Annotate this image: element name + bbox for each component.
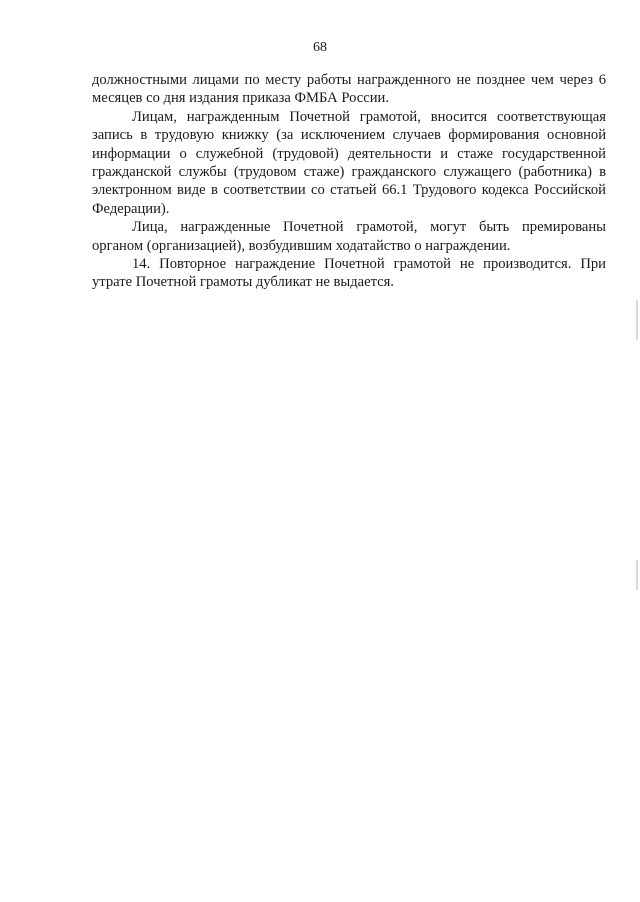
- paragraph-work-record: Лицам, награжденным Почетной грамотой, вносится соответствующая запись в трудовую книжку (за исключением случаев формирования основной информации о служебной (трудовой) деятельности и стаже государственной гражданской службы (трудовом стаже) гражданского служащего (работника) в электронном виде в соответствии со статьей 66.1 Трудового кодекса Российской Федерации).: [92, 108, 606, 217]
- scan-edge-mark: [636, 560, 638, 590]
- scan-edge-mark: [636, 300, 638, 340]
- page-number: 68: [313, 40, 327, 55]
- paragraph-continuation: должностными лицами по месту работы награжденного не позднее чем через 6 месяцев со дня издания приказа ФМБА России.: [92, 72, 606, 107]
- document-body: [92, 71, 606, 292]
- paragraph-bonus: Лица, награжденные Почетной грамотой, могут быть премированы органом (организацией), возбудившим ходатайство о награждении.: [92, 219, 606, 254]
- paragraph-item-14: 14. Повторное награждение Почетной грамотой не производится. При утрате Почетной грамоты дубликат не выдается.: [92, 256, 606, 291]
